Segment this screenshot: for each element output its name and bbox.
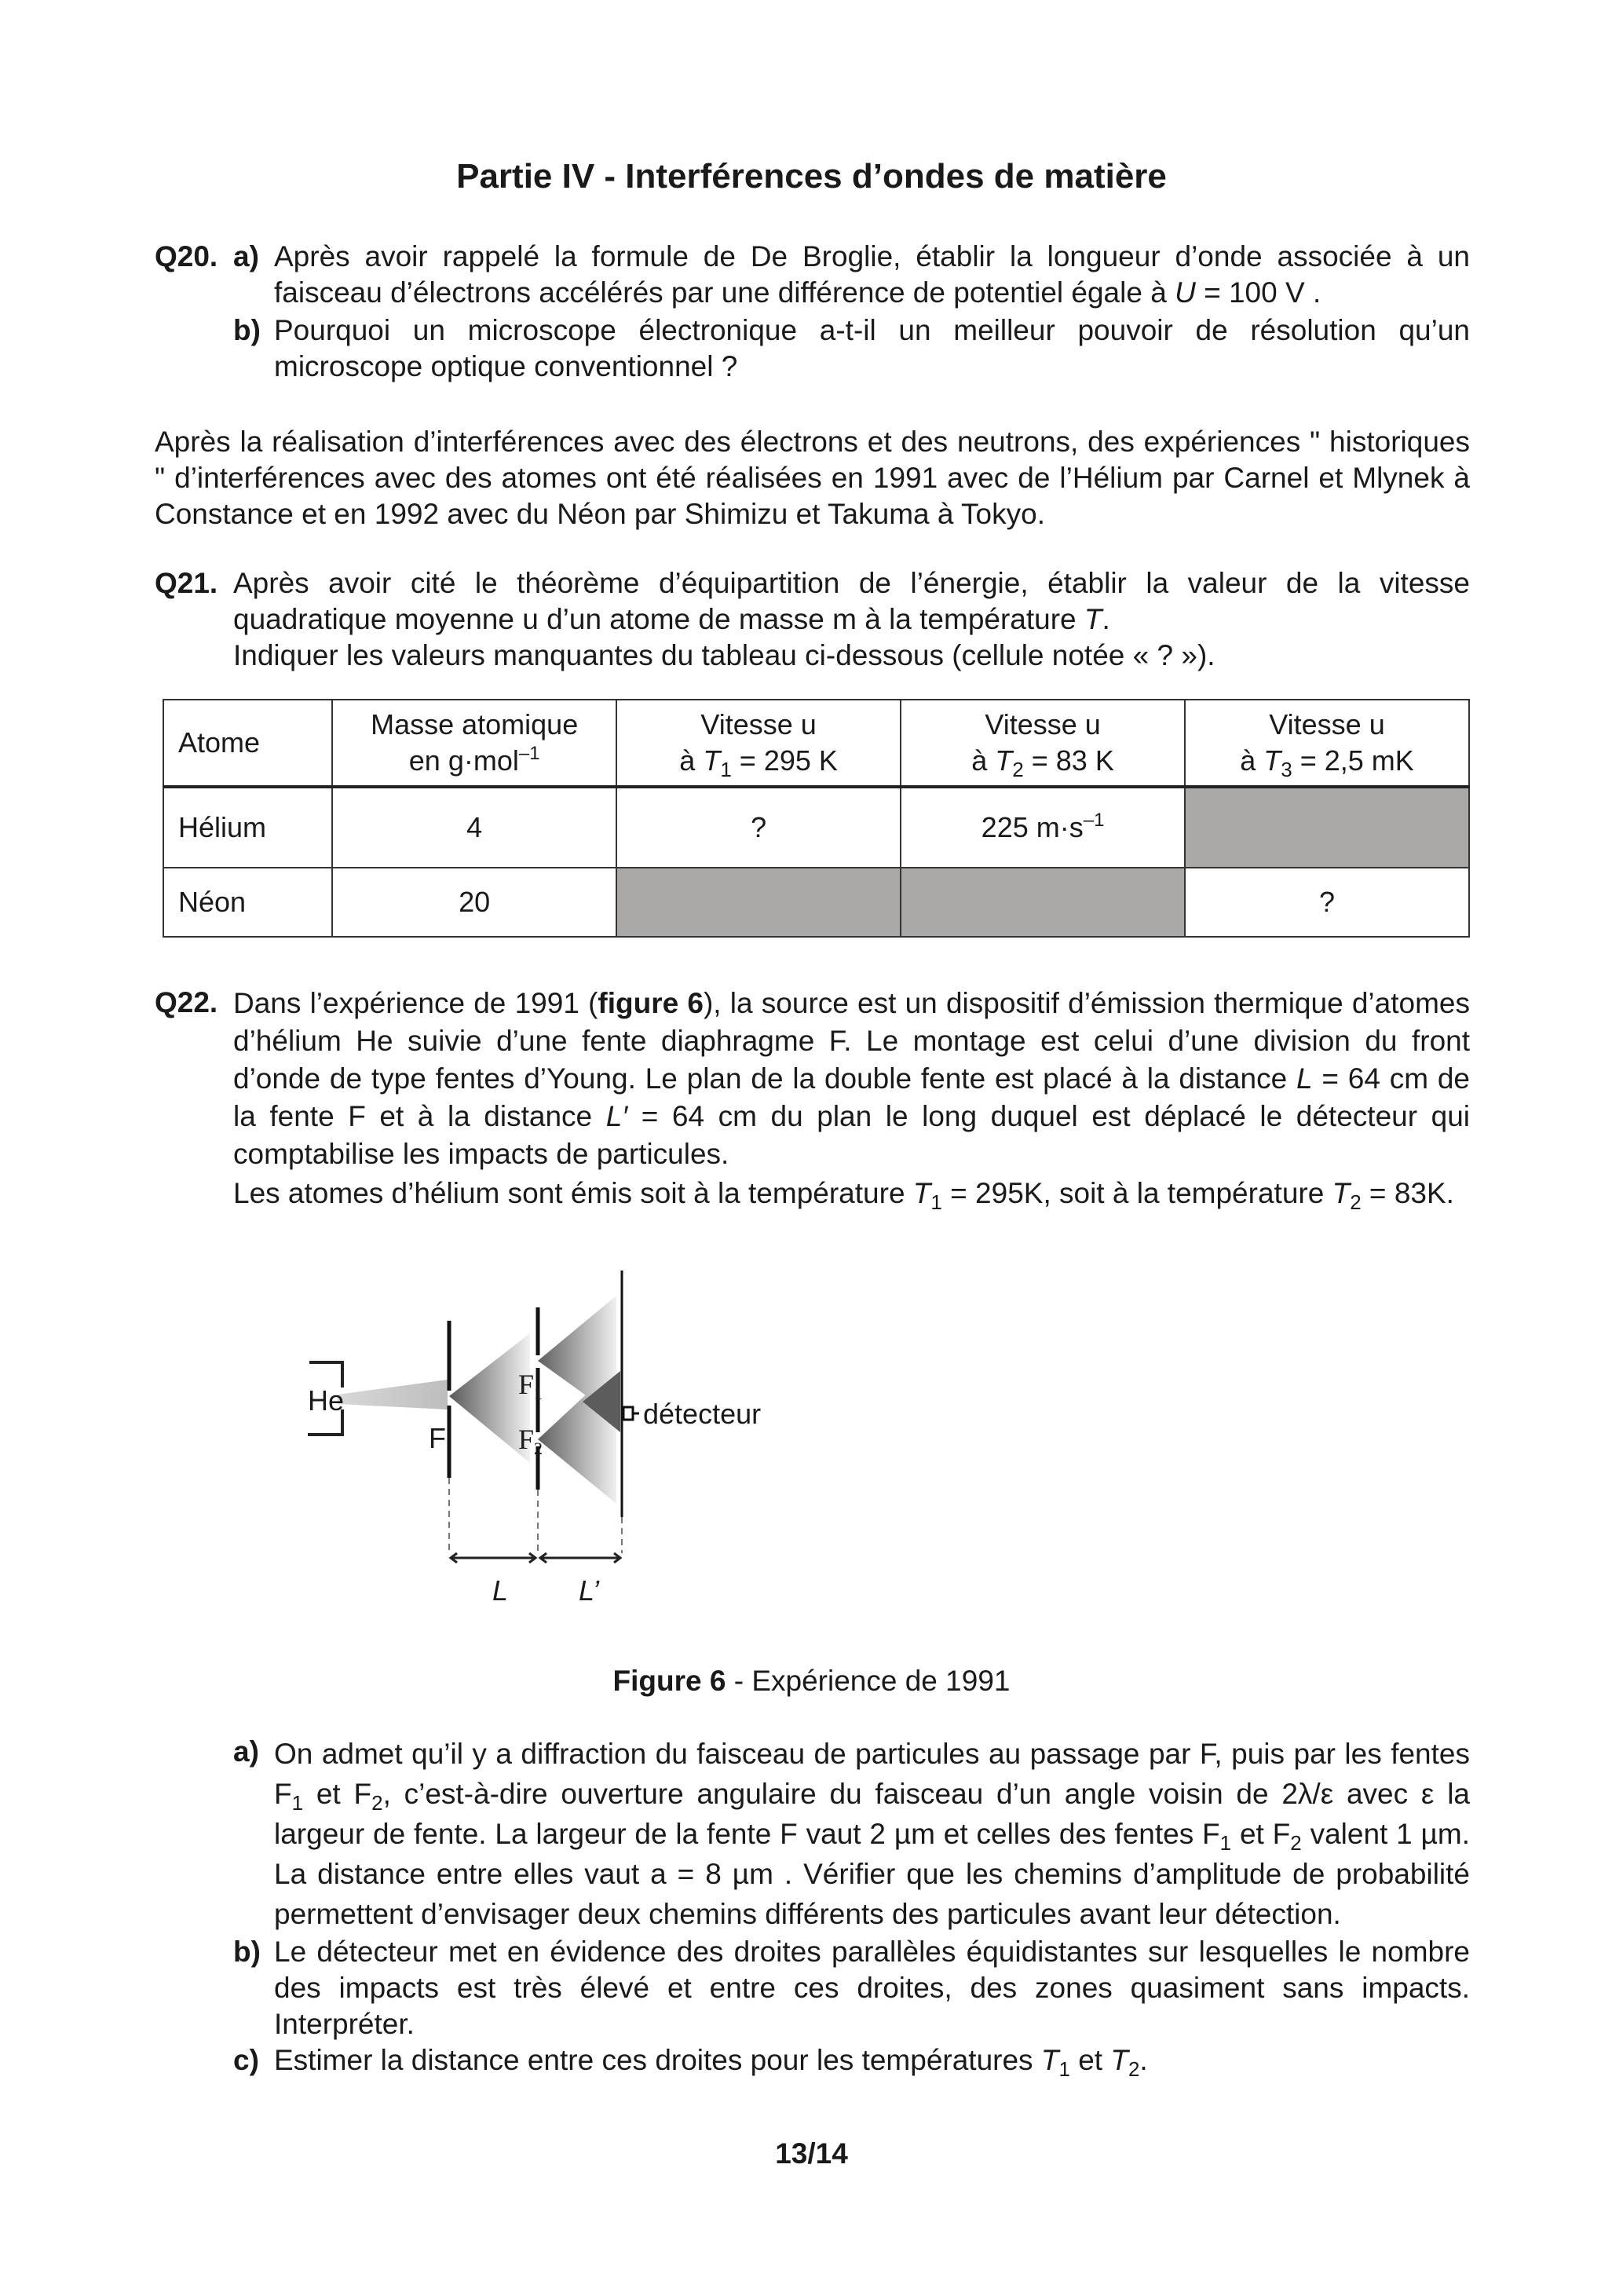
table-header-row	[163, 700, 1469, 787]
cell-speed-t1: ?	[616, 787, 901, 868]
cell-atom: Néon	[163, 868, 332, 937]
subscript: 3	[1281, 758, 1292, 781]
subscript: 2	[1012, 758, 1024, 781]
variable: T	[1040, 2044, 1059, 2076]
header-speed-t2	[901, 700, 1185, 787]
cell-atom: Hélium	[163, 787, 332, 868]
q22-part-b	[233, 1934, 1470, 2042]
label-L-prime: L’	[579, 1574, 600, 1607]
text: = 295 K	[731, 744, 838, 777]
detector-plane	[622, 1270, 639, 1553]
question-q20	[155, 239, 1470, 385]
header-speed-t1	[616, 700, 901, 787]
header-atom: Atome	[163, 700, 332, 787]
text: Après avoir cité le théorème d’équipartition de l’énergie, établir la valeur de la vitesse quadratique moyenne u d’un atome de masse m à la température	[233, 567, 1470, 635]
subscript: 2	[1290, 1831, 1302, 1855]
superscript: –1	[518, 743, 540, 764]
q20-part-b	[233, 313, 1470, 385]
cell-speed-t3-shaded	[1185, 787, 1469, 868]
cell-speed-t1-shaded	[616, 868, 901, 937]
q22-paragraph-2	[233, 1173, 1470, 1214]
q20-part-a	[233, 239, 1470, 311]
text: = 64 cm du plan le long duquel est déplacé le détecteur qui comptabilise les impacts de particules.	[233, 1100, 1470, 1170]
variable: T	[1084, 603, 1102, 635]
part-text: Le détecteur met en évidence des droites parallèles équidistantes sur lesquelles le nombre des impacts est très élevé et entre ces droites, des zones quasiment sans impacts. Interpréter.	[274, 1936, 1470, 2040]
text: Estimer la distance entre ces droites pour les températures	[274, 2044, 1041, 2076]
text: .	[1139, 2044, 1148, 2076]
text: et	[1069, 2044, 1111, 2076]
part-label: a)	[233, 240, 259, 272]
q22-subparts	[233, 1734, 1470, 2081]
text: à	[1240, 744, 1264, 777]
variable: L	[1296, 1062, 1313, 1095]
atom-beam	[338, 1380, 448, 1409]
text: et F	[1231, 1818, 1291, 1850]
label-detector: détecteur	[643, 1398, 762, 1430]
subscript: 2	[371, 1791, 383, 1815]
text: 225 m·s	[981, 811, 1084, 843]
atom-speed-table	[163, 699, 1470, 938]
figure-6-diagram	[298, 1264, 1335, 1641]
subscript: 2	[1128, 2057, 1140, 2081]
variable: T	[1110, 2044, 1128, 2076]
q22-part-c	[233, 2042, 1470, 2081]
text: Après avoir rappelé la formule de De Broglie, établir la longueur d’onde associée à un faisceau d’électrons accélérés par une différence de potentiel égale à	[274, 240, 1470, 309]
part-label: b)	[233, 1936, 261, 1968]
q22-paragraph-1	[233, 985, 1470, 1173]
cell-speed-t2	[901, 787, 1185, 868]
dimension-arrows	[451, 1553, 620, 1563]
double-slit-diagram	[298, 1264, 1335, 1641]
q22-part-a	[233, 1734, 1470, 1934]
superscript: –1	[1083, 810, 1105, 831]
text: Dans l’expérience de 1991 (	[233, 987, 598, 1019]
text: Vitesse u	[985, 708, 1101, 740]
text: F	[518, 1369, 535, 1400]
part-text	[274, 239, 1470, 311]
variable: T	[912, 1177, 931, 1209]
text: = 295K, soit à la température	[941, 1177, 1332, 1209]
cell-mass: 4	[332, 787, 616, 868]
text: Masse atomique	[371, 708, 579, 740]
intro-paragraph: Après la réalisation d’interférences avec des électrons et des neutrons, des expériences " historiques " d’interférences avec des atomes ont été réalisées en 1991 avec de l’Hélium par Carnel et Mlynek à Constance et en 1992 avec du Néon par Shimizu et Takuma à Tokyo.	[155, 426, 1470, 530]
label-L: L	[492, 1574, 509, 1607]
question-number: Q22.	[155, 986, 218, 1018]
text: F	[518, 1424, 535, 1455]
detector-icon	[623, 1407, 633, 1420]
subscript: 2	[534, 1439, 543, 1458]
subscript: 1	[930, 1190, 942, 1214]
page-number: 13/14	[775, 2137, 848, 2170]
table-row	[163, 868, 1469, 937]
part-label: c)	[233, 2044, 259, 2076]
variable: U	[1175, 276, 1196, 309]
caption-label: Figure 6	[612, 1665, 726, 1697]
cell-mass: 20	[332, 868, 616, 937]
subscript: 1	[291, 1791, 304, 1815]
subscript: 1	[1219, 1831, 1232, 1855]
variable: T	[995, 744, 1013, 777]
header-mass	[332, 700, 616, 787]
text: Vitesse u	[700, 708, 817, 740]
page-title: Partie IV - Interférences d’ondes de matière	[456, 157, 1167, 196]
part-text	[274, 2042, 1470, 2081]
text: et F	[303, 1778, 372, 1810]
part-text: Pourquoi un microscope électronique a-t-il un meilleur pouvoir de résolution qu’un microscope optique conventionnel ?	[274, 314, 1470, 382]
text: valent 1 µm. La distance entre elles vaut a = 8 µm . Vérifier que les chemins d’amplitude de probabilité permettent d’envisager deux chemins différents des particules avant leur détection.	[274, 1818, 1470, 1930]
label-f: F	[429, 1422, 446, 1454]
text: , c’est-à-dire ouverture angulaire du faisceau d’un angle voisin de 2λ/ε avec ε la largeur de fente. La largeur de la fente F vaut 2 µm et celles des fentes F	[274, 1778, 1470, 1850]
question-q21	[155, 565, 1470, 674]
question-q22	[155, 985, 1470, 1214]
variable: T	[1332, 1177, 1351, 1209]
text: .	[1102, 603, 1110, 635]
subscript: 2	[1350, 1190, 1362, 1214]
text: Les atomes d’hélium sont émis soit à la température	[233, 1177, 913, 1209]
variable: T	[1263, 744, 1281, 777]
text: en g·mol	[408, 744, 519, 777]
label-he: He	[308, 1384, 345, 1417]
header-speed-t3	[1185, 700, 1469, 787]
figure-reference: figure 6	[598, 987, 704, 1019]
q21-line1	[233, 565, 1470, 638]
text: Vitesse u	[1269, 708, 1385, 740]
q21-line2: Indiquer les valeurs manquantes du tableau ci-dessous (cellule notée « ? »).	[233, 639, 1215, 671]
variable: T	[703, 744, 721, 777]
figure-caption	[0, 1663, 1623, 1699]
subscript: 1	[534, 1384, 543, 1403]
part-label: b)	[233, 314, 261, 346]
text: = 100 V .	[1195, 276, 1321, 309]
subscript: 1	[720, 758, 732, 781]
text: = 64 cm de la fente F et à la distance	[233, 1062, 1470, 1132]
part-label: a)	[233, 1735, 259, 1768]
cell-speed-t2-shaded	[901, 868, 1185, 937]
text: = 2,5 mK	[1292, 744, 1414, 777]
text: On admet qu’il y a diffraction du faisceau de particules au passage par F, puis par les fentes F	[274, 1738, 1470, 1810]
table-row	[163, 787, 1469, 868]
question-number: Q20.	[155, 240, 218, 272]
part-text	[274, 1734, 1470, 1934]
cell-speed-t3: ?	[1185, 868, 1469, 937]
question-number: Q21.	[155, 567, 218, 599]
text: ), la source est un dispositif d’émission thermique d’atomes d’hélium He suivie d’une fente diaphragme F. Le montage est celui d’une division du front d’onde de type fentes d’Young. Le plan de la double fente est placé à la distance	[233, 987, 1470, 1095]
caption-text: - Expérience de 1991	[726, 1665, 1011, 1697]
text: à	[971, 744, 996, 777]
subscript: 1	[1058, 2057, 1070, 2081]
variable: L′	[605, 1100, 628, 1132]
text: à	[679, 744, 704, 777]
text: = 83K.	[1361, 1177, 1454, 1209]
text: = 83 K	[1023, 744, 1114, 777]
